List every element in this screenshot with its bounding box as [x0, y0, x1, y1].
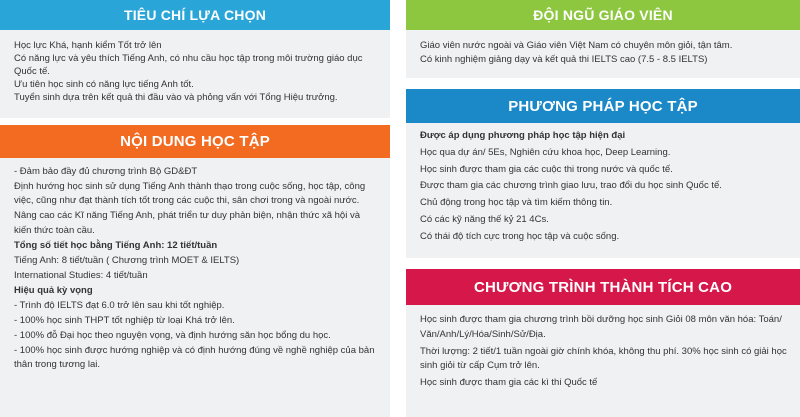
outcome-line: - 100% học sinh THPT tốt nghiệp từ loại Khá trở lên. — [14, 314, 235, 326]
outcome-line: - 100% học sinh được hướng nghiệp và có định hướng đúng về nghề nghiệp của bản thân trong tương lai. — [14, 344, 375, 371]
criteria-line: Ưu tiên học sinh có năng lực tiếng Anh tốt. — [14, 79, 194, 91]
teachers-panel — [406, 0, 800, 78]
program-panel — [406, 269, 800, 417]
criteria-title: TIÊU CHÍ LỰA CHỌN — [0, 0, 390, 30]
content-intro-line: - Đảm bảo đầy đủ chương trình Bộ GD&ĐT — [14, 166, 198, 177]
hours-line: International Studies: 4 tiết/tuần — [14, 269, 148, 281]
criteria-line: Tuyển sinh dựa trên kết quả thi đầu vào và phỏng vấn với Tổng Hiệu trưởng. — [14, 92, 338, 104]
method-panel — [406, 89, 800, 258]
hours-heading: Tổng số tiết học bằng Tiếng Anh: 12 tiết/tuần — [14, 239, 218, 251]
content-panel — [0, 125, 390, 417]
outcome-line: - Trình độ IELTS đạt 6.0 trở lên sau khi tốt nghiệp. — [14, 299, 225, 311]
method-line: Học qua dự án/ 5Es, Nghiên cứu khoa học, Deep Learning. — [420, 146, 671, 158]
content-intro-line: Định hướng học sinh sử dụng Tiếng Anh thành thạo trong cuộc sống, học tập, công việc, cũng như đạt thành tích tốt trong các cuộc thi, sân chơi trong và ngoài nước. — [14, 181, 366, 207]
method-line: Chủ động trong học tập và tìm kiếm thông tin. — [420, 197, 613, 209]
program-line: Học sinh được tham gia chương trình bồi dưỡng học sinh Giỏi 08 môn văn hóa: Toán/ Văn/Anh/Lý/Hóa/Sinh/Sử/Địa. — [420, 314, 782, 340]
program-line: Học sinh được tham gia các kì thi Quốc tế — [420, 377, 598, 389]
criteria-panel — [0, 0, 390, 118]
method-line: Có các kỹ năng thế kỷ 21 4Cs. — [420, 213, 549, 225]
teachers-line: Có kinh nghiệm giảng dạy và kết quả thi IELTS cao (7.5 - 8.5 IELTS) — [420, 53, 708, 65]
program-line: Thời lượng: 2 tiết/1 tuần ngoài giờ chính khóa, không thu phí. 30% học sinh có giải học sinh giỏi từ cấp Cụm trở lên. — [420, 345, 787, 372]
content-body — [0, 158, 390, 372]
teachers-title: ĐỘI NGŨ GIÁO VIÊN — [406, 0, 800, 30]
program-title: CHƯƠNG TRÌNH THÀNH TÍCH CAO — [406, 269, 800, 305]
criteria-line: Có năng lực và yêu thích Tiếng Anh, có nhu cầu học tập trong môi trường giáo dục Quốc tế. — [14, 53, 363, 78]
teachers-body — [406, 30, 800, 67]
criteria-line: Học lực Khá, hạnh kiểm Tốt trở lên — [14, 40, 162, 51]
teachers-line: Giáo viên nước ngoài và Giáo viên Việt Nam có chuyên môn giỏi, tận tâm. — [420, 40, 733, 51]
method-line: Học sinh được tham gia các cuộc thi trong nước và quốc tế. — [420, 163, 673, 175]
outcomes-heading: Hiệu quả kỳ vọng — [14, 284, 93, 296]
method-heading: Được áp dụng phương pháp học tập hiện đại — [420, 130, 626, 141]
criteria-body — [0, 30, 390, 105]
method-body — [406, 123, 800, 244]
method-line: Được tham gia các chương trình giao lưu, trao đổi du học sinh Quốc tế. — [420, 180, 722, 192]
hours-line: Tiếng Anh: 8 tiết/tuần ( Chương trình MOET & IELTS) — [14, 254, 240, 266]
method-line: Có thái độ tích cực trong học tập và cuộc sống. — [420, 230, 620, 242]
outcome-line: - 100% đỗ Đại học theo nguyện vọng, và định hướng săn học bổng du học. — [14, 329, 331, 341]
content-intro-line: Nâng cao các Kĩ năng Tiếng Anh, phát triển tư duy phản biện, nhận thức xã hội và kiến thức toàn cầu. — [14, 210, 360, 236]
program-body — [406, 305, 800, 391]
method-title: PHƯƠNG PHÁP HỌC TẬP — [406, 89, 800, 123]
content-title: NỘI DUNG HỌC TẬP — [0, 125, 390, 158]
